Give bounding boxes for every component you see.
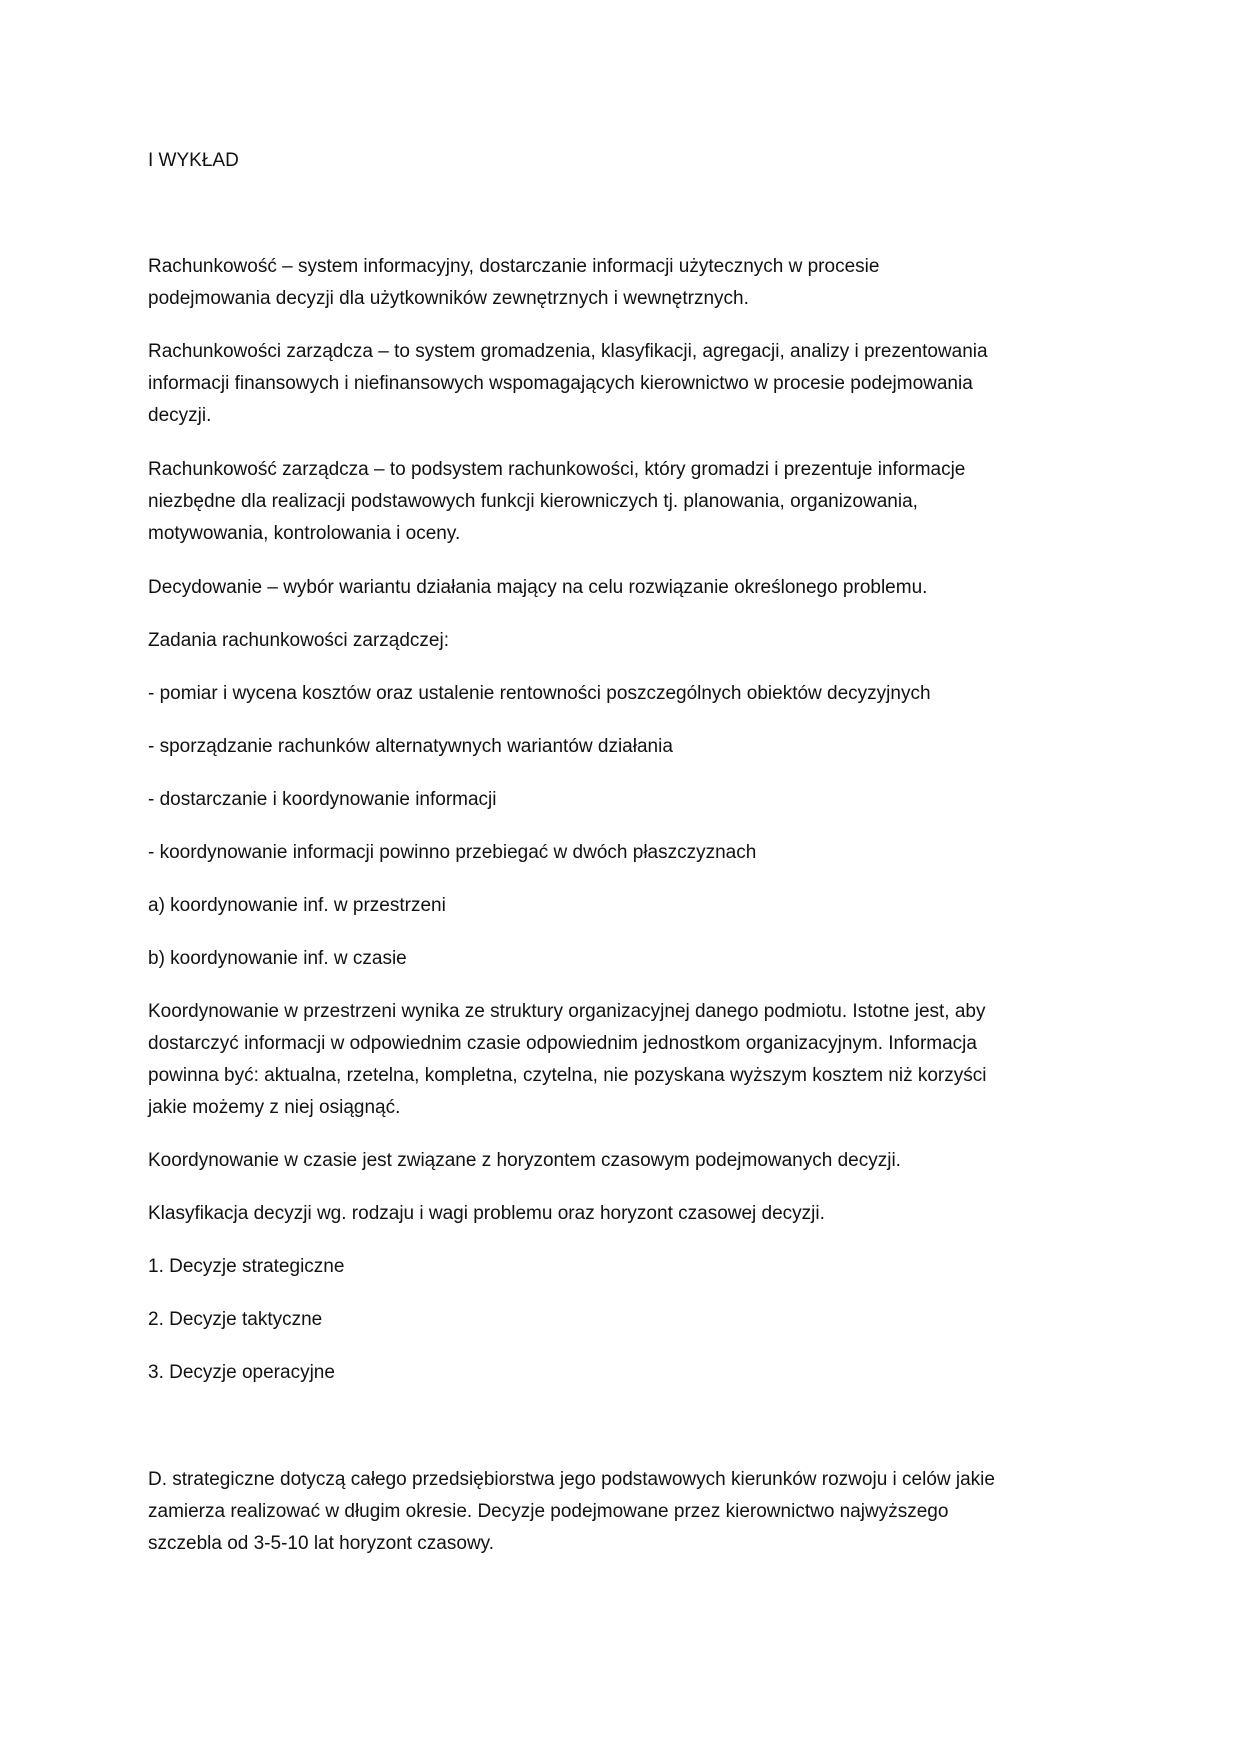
- list-item: - koordynowanie informacji powinno przebiegać w dwóch płaszczyznach: [148, 842, 757, 863]
- list-item: b) koordynowanie inf. w czasie: [148, 948, 407, 969]
- paragraph-line: decyzji.: [148, 405, 212, 426]
- paragraph-line: Koordynowanie w czasie jest związane z horyzontem czasowym podejmowanych decyzji.: [148, 1150, 901, 1171]
- paragraph-line: Rachunkowość zarządcza – to podsystem rachunkowości, który gromadzi i prezentuje informacje: [148, 459, 966, 480]
- paragraph-line: niezbędne dla realizacji podstawowych funkcji kierowniczych tj. planowania, organizowania,: [148, 491, 918, 512]
- paragraph-line: Rachunkowość – system informacyjny, dostarczanie informacji użytecznych w procesie: [148, 256, 880, 277]
- list-item: 1. Decyzje strategiczne: [148, 1256, 345, 1277]
- paragraph-line: podejmowania decyzji dla użytkowników zewnętrznych i wewnętrznych.: [148, 288, 749, 309]
- paragraph-line: D. strategiczne dotyczą całego przedsiębiorstwa jego podstawowych kierunków rozwoju i celów jakie: [148, 1469, 995, 1490]
- paragraph-line: Decydowanie – wybór wariantu działania mający na celu rozwiązanie określonego problemu.: [148, 577, 928, 598]
- paragraph-line: jakie możemy z niej osiągnąć.: [148, 1097, 401, 1118]
- list-item: - dostarczanie i koordynowanie informacji: [148, 789, 497, 810]
- paragraph-line: zamierza realizować w długim okresie. Decyzje podejmowane przez kierownictwo najwyższego: [148, 1501, 949, 1522]
- paragraph-line: motywowania, kontrolowania i oceny.: [148, 523, 461, 544]
- paragraph-line: szczebla od 3-5-10 lat horyzont czasowy.: [148, 1533, 495, 1554]
- paragraph-line: informacji finansowych i niefinansowych wspomagających kierownictwo w procesie podejmowania: [148, 373, 973, 394]
- paragraph-line: Rachunkowości zarządcza – to system gromadzenia, klasyfikacji, agregacji, analizy i prezentowania: [148, 341, 988, 362]
- paragraph-line: dostarczyć informacji w odpowiednim czasie odpowiednim jednostkom organizacyjnym. Informacja: [148, 1033, 977, 1054]
- list-item: 3. Decyzje operacyjne: [148, 1362, 335, 1383]
- paragraph-line: Koordynowanie w przestrzeni wynika ze struktury organizacyjnej danego podmiotu. Istotne jest, aby: [148, 1001, 986, 1022]
- list-item: a) koordynowanie inf. w przestrzeni: [148, 895, 446, 916]
- list-item: - sporządzanie rachunków alternatywnych wariantów działania: [148, 736, 673, 757]
- list-item: 2. Decyzje taktyczne: [148, 1309, 323, 1330]
- paragraph-line: powinna być: aktualna, rzetelna, kompletna, czytelna, nie pozyskana wyższym kosztem niż korzyści: [148, 1065, 987, 1086]
- list-item: - pomiar i wycena kosztów oraz ustalenie rentowności poszczególnych obiektów decyzyjnych: [148, 683, 931, 704]
- paragraph-line: Zadania rachunkowości zarządczej:: [148, 630, 449, 651]
- paragraph-line: Klasyfikacja decyzji wg. rodzaju i wagi problemu oraz horyzont czasowej decyzji.: [148, 1203, 825, 1224]
- document-title: I WYKŁAD: [148, 150, 239, 171]
